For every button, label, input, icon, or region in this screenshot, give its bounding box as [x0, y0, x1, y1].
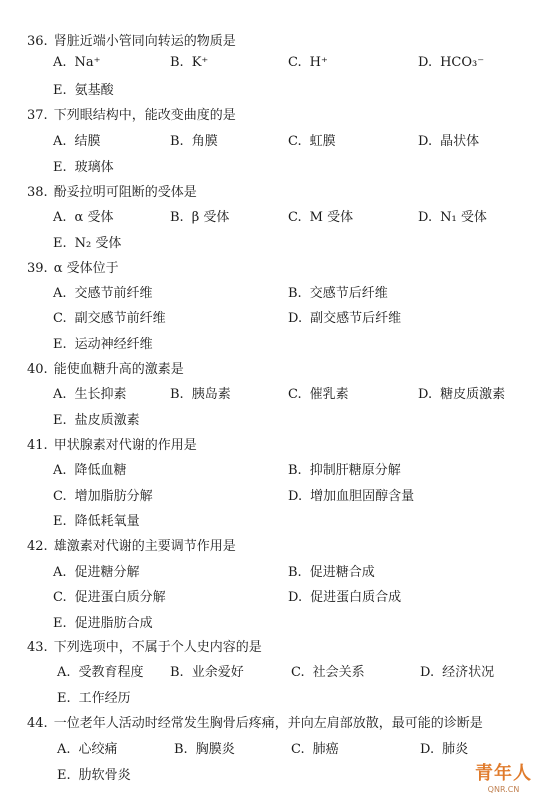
- option-text: 交感节后纤维: [309, 286, 388, 301]
- option-c: [53, 586, 166, 605]
- question-number: 38.: [27, 185, 48, 200]
- option-a: [53, 561, 140, 580]
- question-stem: [27, 358, 184, 377]
- option-letter: E.: [53, 160, 67, 175]
- option-a: [53, 130, 101, 149]
- option-letter: C.: [288, 55, 302, 70]
- option-letter: A.: [53, 565, 67, 580]
- option-text: HCO₃⁻: [440, 55, 485, 70]
- option-letter: E.: [53, 83, 67, 98]
- question-text: 肾脏近端小管同向转运的物质是: [53, 34, 236, 49]
- option-text: 业余爱好: [191, 665, 244, 680]
- option-letter: D.: [418, 134, 433, 149]
- option-text: 玻璃体: [74, 160, 114, 175]
- option-letter: E.: [53, 337, 67, 352]
- question-stem: [27, 104, 236, 123]
- option-text: N₁ 受体: [440, 210, 487, 225]
- option-b: [288, 459, 401, 478]
- option-b: [170, 661, 244, 680]
- option-text: 降低血糖: [74, 463, 127, 478]
- option-a: [53, 55, 101, 70]
- question-stem: [27, 535, 236, 554]
- option-letter: E.: [57, 768, 71, 783]
- option-text: 交感节前纤维: [74, 286, 153, 301]
- option-letter: A.: [57, 665, 71, 680]
- option-text: 降低耗氧量: [74, 514, 140, 529]
- option-c: [291, 738, 339, 757]
- option-letter: A.: [53, 463, 67, 478]
- option-letter: E.: [53, 413, 67, 428]
- option-letter: D.: [288, 489, 303, 504]
- option-e: [53, 333, 153, 352]
- watermark-url: QNR.CN: [487, 785, 520, 794]
- option-a: [53, 383, 127, 402]
- option-text: 肺癌: [312, 742, 339, 757]
- option-letter: B.: [170, 55, 184, 70]
- option-letter: A.: [53, 286, 67, 301]
- option-d: [288, 307, 401, 326]
- option-text: 副交感节前纤维: [74, 311, 166, 326]
- option-letter: B.: [174, 742, 188, 757]
- question-number: 41.: [27, 438, 48, 453]
- option-text: 心绞痛: [78, 742, 118, 757]
- option-letter: E.: [53, 236, 67, 251]
- option-text: 结膜: [74, 134, 101, 149]
- question-number: 39.: [27, 261, 48, 276]
- question-number: 37.: [27, 108, 48, 123]
- question-text: 一位老年人活动时经常发生胸骨后疼痛，并向左肩部放散，最可能的诊断是: [53, 716, 483, 731]
- option-text: 增加脂肪分解: [74, 489, 153, 504]
- option-d: [418, 130, 479, 149]
- option-letter: A.: [53, 55, 67, 70]
- option-letter: C.: [288, 210, 302, 225]
- option-text: 催乳素: [309, 387, 349, 402]
- option-letter: C.: [53, 311, 67, 326]
- question-stem: [27, 30, 236, 49]
- option-text: 氨基酸: [74, 83, 114, 98]
- option-e: [53, 510, 140, 529]
- question-stem: [27, 257, 119, 276]
- option-e: [53, 612, 153, 631]
- question-text: 雄激素对代谢的主要调节作用是: [53, 539, 236, 554]
- option-letter: D.: [418, 387, 433, 402]
- option-text: 促进糖分解: [74, 565, 140, 580]
- option-text: α 受体: [74, 210, 114, 225]
- option-letter: C.: [53, 590, 67, 605]
- option-letter: C.: [291, 665, 305, 680]
- option-e: [53, 232, 121, 251]
- option-d: [420, 738, 468, 757]
- option-letter: B.: [170, 210, 184, 225]
- question-number: 40.: [27, 362, 48, 377]
- option-b: [170, 130, 218, 149]
- option-text: 促进糖合成: [309, 565, 375, 580]
- option-b: [170, 206, 229, 225]
- option-text: M 受体: [309, 210, 354, 225]
- option-c: [288, 383, 349, 402]
- option-e: [53, 79, 114, 98]
- option-a: [53, 282, 153, 301]
- watermark-text: 青年人: [475, 763, 532, 784]
- option-c: [53, 485, 153, 504]
- option-text: H⁺: [309, 55, 328, 70]
- question-stem: [27, 181, 197, 200]
- question-stem: [27, 636, 262, 655]
- option-d: [288, 586, 401, 605]
- option-text: 增加血胆固醇含量: [310, 489, 415, 504]
- watermark-logo: [475, 759, 532, 794]
- option-letter: D.: [418, 210, 433, 225]
- option-a: [53, 459, 127, 478]
- option-letter: E.: [57, 691, 71, 706]
- option-letter: E.: [53, 514, 67, 529]
- question-stem: [27, 434, 197, 453]
- option-text: 胰岛素: [191, 387, 231, 402]
- option-text: β 受体: [191, 210, 230, 225]
- option-letter: A.: [53, 387, 67, 402]
- option-text: 虹膜: [309, 134, 336, 149]
- option-d: [418, 206, 487, 225]
- option-text: 肺炎: [442, 742, 469, 757]
- question-number: 36.: [27, 34, 48, 49]
- option-a: [57, 738, 118, 757]
- option-text: Na⁺: [74, 55, 101, 70]
- option-letter: B.: [288, 463, 302, 478]
- option-text: K⁺: [191, 55, 209, 70]
- option-b: [288, 282, 388, 301]
- question-text: 下列眼结构中，能改变曲度的是: [53, 108, 236, 123]
- option-d: [418, 55, 484, 70]
- option-e: [57, 687, 131, 706]
- option-letter: C.: [288, 387, 302, 402]
- option-text: 副交感节后纤维: [310, 311, 402, 326]
- question-text: 下列选项中，不属于个人史内容的是: [53, 640, 262, 655]
- option-text: 受教育程度: [78, 665, 144, 680]
- option-letter: C.: [288, 134, 302, 149]
- option-text: 运动神经纤维: [74, 337, 153, 352]
- option-text: 角膜: [191, 134, 218, 149]
- option-a: [53, 206, 113, 225]
- option-e: [53, 156, 114, 175]
- option-letter: B.: [288, 286, 302, 301]
- option-letter: A.: [57, 742, 71, 757]
- option-text: 晶状体: [440, 134, 480, 149]
- option-text: 胸膜炎: [195, 742, 235, 757]
- option-b: [288, 561, 375, 580]
- option-c: [288, 206, 353, 225]
- question-number: 44.: [27, 716, 48, 731]
- option-letter: A.: [53, 210, 67, 225]
- option-text: 工作经历: [78, 691, 131, 706]
- option-d: [288, 485, 414, 504]
- option-c: [53, 307, 166, 326]
- option-text: 肋软骨炎: [78, 768, 131, 783]
- option-c: [291, 661, 365, 680]
- option-c: [288, 55, 328, 70]
- option-letter: D.: [420, 742, 435, 757]
- option-text: 经济状况: [442, 665, 495, 680]
- question-number: 42.: [27, 539, 48, 554]
- question-text: 能使血糖升高的激素是: [53, 362, 184, 377]
- option-d: [420, 661, 494, 680]
- option-d: [418, 383, 505, 402]
- option-letter: C.: [53, 489, 67, 504]
- option-text: 糖皮质激素: [440, 387, 506, 402]
- option-letter: B.: [170, 387, 184, 402]
- option-text: 促进脂肪合成: [74, 616, 153, 631]
- question-number: 43.: [27, 640, 48, 655]
- option-letter: A.: [53, 134, 67, 149]
- option-letter: C.: [291, 742, 305, 757]
- option-b: [170, 383, 231, 402]
- option-e: [53, 409, 140, 428]
- question-text: 甲状腺素对代谢的作用是: [53, 438, 197, 453]
- option-text: N₂ 受体: [74, 236, 122, 251]
- option-a: [57, 661, 144, 680]
- option-text: 盐皮质激素: [74, 413, 140, 428]
- question-text: 酚妥拉明可阻断的受体是: [53, 185, 197, 200]
- option-text: 促进蛋白质合成: [310, 590, 402, 605]
- option-letter: B.: [288, 565, 302, 580]
- option-text: 促进蛋白质分解: [74, 590, 166, 605]
- option-b: [174, 738, 235, 757]
- question-text: α 受体位于: [53, 261, 119, 276]
- option-letter: D.: [288, 590, 303, 605]
- option-b: [170, 55, 208, 70]
- option-text: 社会关系: [312, 665, 365, 680]
- option-letter: B.: [170, 665, 184, 680]
- option-letter: D.: [418, 55, 433, 70]
- option-letter: D.: [288, 311, 303, 326]
- option-text: 抑制肝糖原分解: [309, 463, 401, 478]
- option-letter: B.: [170, 134, 184, 149]
- option-c: [288, 130, 336, 149]
- option-letter: E.: [53, 616, 67, 631]
- option-letter: D.: [420, 665, 435, 680]
- option-e: [57, 764, 131, 783]
- question-stem: [27, 712, 483, 731]
- option-text: 生长抑素: [74, 387, 127, 402]
